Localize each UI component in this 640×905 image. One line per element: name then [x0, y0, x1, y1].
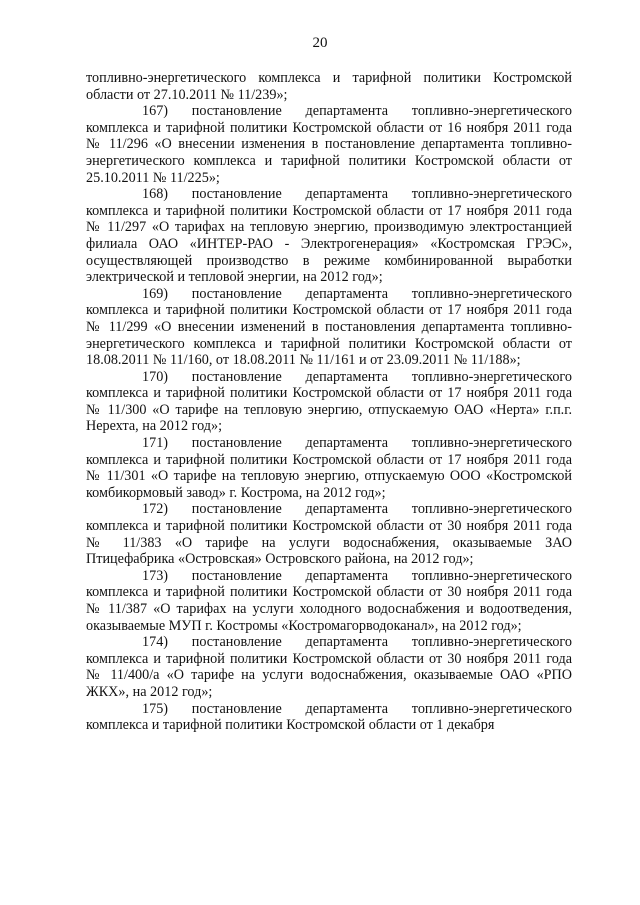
list-item-172: 172) постановление департамента топливно-энергетического комплекса и тарифной политики Костромской области от 30 ноября 2011 года № 11/383 «О тарифе на услуги водоснабжения, оказываемые ЗАО Птицефабрика «Островская» Островского района, на 2012 год»; [86, 501, 572, 568]
list-item-174: 174) постановление департамента топливно-энергетического комплекса и тарифной политики Костромской области от 30 ноября 2011 года № 11/400/а «О тарифе на услуги водоснабжения, оказываемые ОАО «РПО ЖКХ», на 2012 год»; [86, 634, 572, 700]
list-item-170: 170) постановление департамента топливно-энергетического комплекса и тарифной политики Костромской области от 17 ноября 2011 года № 11/300 «О тарифе на тепловую энергию, отпускаемую ОАО «Нерта» г.п.г. Нерехта, на 2012 год»; [86, 368, 572, 435]
list-item-173: 173) постановление департамента топливно-энергетического комплекса и тарифной политики Костромской области от 30 ноября 2011 года № 11/387 «О тарифах на услуги холодного водоснабжения и водоотведения, оказываемые МУП г. Костромы «Костромагорводоканал», на 2012 год»; [86, 567, 572, 634]
page-number: 20 [312, 35, 328, 51]
list-item-175: 175) постановление департамента топливно-энергетического комплекса и тарифной политики Костромской области от 1 декабря [86, 700, 572, 734]
list-item-171: 171) постановление департамента топливно-энергетического комплекса и тарифной политики Костромской области от 17 ноября 2011 года № 11/301 «О тарифе на тепловую энергию, отпускаемую ООО «Костромской комбикормовый завод» г. Кострома, на 2012 год»; [86, 435, 572, 501]
list-item-168: 168) постановление департамента топливно-энергетического комплекса и тарифной политики Костромской области от 17 ноября 2011 года № 11/297 «О тарифах на тепловую энергию, производимую электростанцией филиала ОАО «ИНТЕР-РАО - Электрогенерация» «Костромская ГРЭС», осуществляющей производство в режиме комбинированной выработки электрической и тепловой энергии, на 2012 год»; [86, 186, 572, 286]
list-item-169: 169) постановление департамента топливно-энергетического комплекса и тарифной политики Костромской области от 17 ноября 2011 года № 11/299 «О внесении изменений в постановления департамента топливно-энергетического комплекса и тарифной политики Костромской области от 18.08.2011 № 11/160, от 18.08.2011 № 11/161 и от 23.09.2011 № 11/188»; [86, 285, 572, 369]
document-body [86, 70, 572, 734]
list-item-167: 167) постановление департамента топливно-энергетического комплекса и тарифной политики Костромской области от 16 ноября 2011 года № 11/296 «О внесении изменения в постановление департамента топливно-энергетического комплекса и тарифной политики Костромской области от 25.10.2011 № 11/225»; [86, 103, 572, 186]
paragraph-continuation: топливно-энергетического комплекса и тарифной политики Костромской области от 27.10.2011 № 11/239»; [86, 70, 572, 103]
